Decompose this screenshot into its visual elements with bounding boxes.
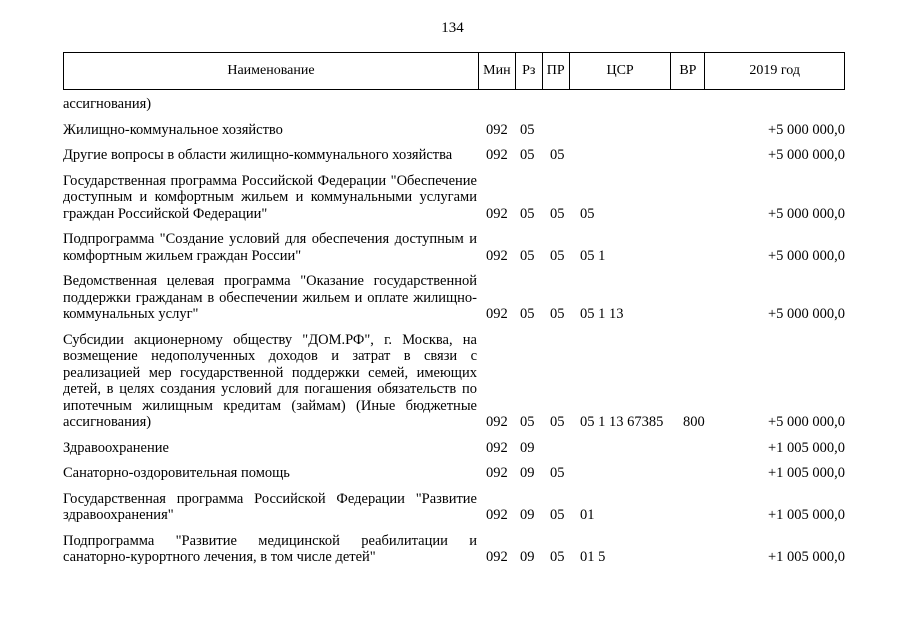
header-min: Мин [479, 53, 516, 89]
row-amount: +5 000 000,0 [767, 205, 845, 222]
table-row [63, 173, 845, 223]
row-codes [63, 414, 845, 431]
row-codes [63, 96, 845, 113]
row-vr: 800 [683, 414, 705, 430]
row-name: Здравоохранение [63, 439, 169, 456]
row-name: Подпрограмма "Создание условий для обеспечения доступным и комфортным жильем граждан России" [63, 231, 477, 264]
row-rz: 09 [520, 507, 535, 523]
row-codes [63, 465, 845, 482]
row-rz: 05 [520, 147, 535, 163]
row-codes [63, 248, 845, 265]
table-row [63, 96, 845, 113]
row-amount: +5 000 000,0 [767, 306, 845, 322]
row-codes [63, 549, 845, 566]
row-rz: 05 [520, 306, 535, 322]
header-pr: ПР [543, 53, 570, 89]
row-name: Другие вопросы в области жилищно-коммунального хозяйства [63, 147, 453, 163]
row-min: 092 [486, 306, 508, 322]
row-rz: 09 [520, 549, 535, 565]
row-name: Субсидии акционерному обществу "ДОМ.РФ", г. Москва, на возмещение недополученных доходов и затрат в связи с реализацией мер государственной поддержки семей, имеющих детей, в целях создания условий для погашения обязательств по ипотечным жилищным кредитам (займам) (Иные бюджетные ассигнования) [63, 331, 477, 430]
table-row [63, 491, 845, 524]
header-vr: ВР [671, 53, 705, 89]
row-rz: 05 [520, 247, 535, 264]
row-pr: 05 [550, 147, 565, 163]
header-rz: Рз [516, 53, 543, 89]
table-row [63, 231, 845, 264]
row-min: 092 [486, 414, 508, 430]
row-min: 092 [486, 121, 508, 138]
page-number: 134 [441, 20, 464, 36]
row-amount: +5 000 000,0 [767, 147, 845, 163]
row-csr: 01 [580, 507, 595, 523]
row-codes [63, 507, 845, 524]
row-codes [63, 440, 845, 457]
row-pr: 05 [550, 306, 565, 322]
row-amount: +1 005 000,0 [767, 507, 845, 523]
table-row [63, 147, 845, 164]
table-row [63, 273, 845, 323]
table-row [63, 465, 845, 482]
row-csr: 05 1 13 [580, 306, 624, 322]
row-pr: 05 [550, 205, 565, 222]
row-pr: 05 [550, 247, 565, 264]
row-min: 092 [486, 439, 508, 456]
row-name: Государственная программа Российской Федерации "Развитие здравоохранения" [63, 490, 477, 523]
row-pr: 05 [550, 465, 565, 481]
table-body [63, 96, 845, 575]
row-codes [63, 306, 845, 323]
table-row [63, 332, 845, 431]
row-csr: 05 1 [580, 247, 606, 264]
row-amount: +5 000 000,0 [767, 414, 845, 430]
row-codes [63, 206, 845, 223]
row-csr: 01 5 [580, 549, 606, 565]
row-rz: 05 [520, 121, 535, 138]
header-csr: ЦСР [570, 53, 672, 89]
table-row [63, 440, 845, 457]
row-min: 092 [486, 205, 508, 222]
row-name: Санаторно-оздоровительная помощь [63, 465, 290, 481]
row-pr: 05 [550, 414, 565, 430]
row-min: 092 [486, 507, 508, 523]
row-name: Жилищно-коммунальное хозяйство [63, 121, 283, 138]
header-name: Наименование [64, 53, 479, 89]
row-name: ассигнования) [63, 96, 152, 112]
row-csr: 05 [580, 205, 595, 222]
row-amount: +1 005 000,0 [767, 439, 845, 456]
table-row [63, 533, 845, 566]
table-row [63, 122, 845, 139]
row-codes [63, 122, 845, 139]
table-header [63, 52, 845, 90]
row-rz: 05 [520, 414, 535, 430]
row-min: 092 [486, 549, 508, 565]
row-name: Подпрограмма "Развитие медицинской реабилитации и санаторно-курортного лечения, в том числе детей" [63, 532, 477, 565]
row-rz: 09 [520, 439, 535, 456]
row-amount: +5 000 000,0 [767, 247, 845, 264]
row-amount: +1 005 000,0 [767, 465, 845, 481]
row-min: 092 [486, 465, 508, 481]
row-rz: 09 [520, 465, 535, 481]
row-rz: 05 [520, 205, 535, 222]
row-pr: 05 [550, 507, 565, 523]
row-codes [63, 147, 845, 164]
row-name: Ведомственная целевая программа "Оказание государственной поддержки гражданам в обеспечении жильем и оплате жилищно-коммунальных услуг" [63, 273, 477, 322]
row-amount: +5 000 000,0 [767, 121, 845, 138]
row-min: 092 [486, 147, 508, 163]
header-year: 2019 год [749, 63, 800, 78]
row-amount: +1 005 000,0 [767, 549, 845, 565]
row-pr: 05 [550, 549, 565, 565]
row-name: Государственная программа Российской Федерации "Обеспечение доступным и комфортным жильем и коммунальными услугами граждан Российской Федерации" [63, 172, 477, 222]
row-csr: 05 1 13 67385 [580, 414, 664, 430]
row-min: 092 [486, 247, 508, 264]
